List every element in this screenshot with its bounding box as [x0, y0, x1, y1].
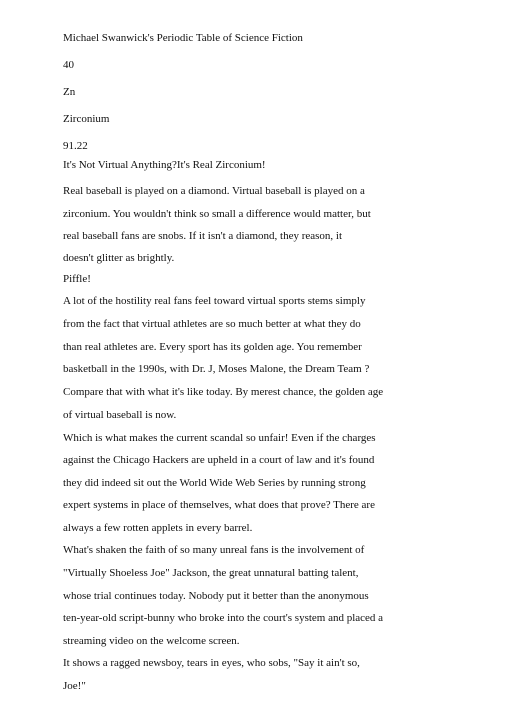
body-line: A lot of the hostility real fans feel toward virtual sports stems simply: [63, 295, 366, 307]
document-header: Michael Swanwick's Periodic Table of Science Fiction: [63, 32, 303, 44]
body-line: they did indeed sit out the World Wide Web Series by running strong: [63, 477, 366, 489]
body-line: Real baseball is played on a diamond. Virtual baseball is played on a: [63, 185, 365, 197]
atomic-number: 40: [63, 59, 74, 71]
story-title: It's Not Virtual Anything?It's Real Zirconium!: [63, 159, 266, 171]
body-line: basketball in the 1990s, with Dr. J, Moses Malone, the Dream Team ?: [63, 363, 370, 375]
body-line: of virtual baseball is now.: [63, 409, 177, 421]
body-line: "Virtually Shoeless Joe" Jackson, the great unnatural batting talent,: [63, 567, 359, 579]
body-line: from the fact that virtual athletes are so much better at what they do: [63, 318, 361, 330]
body-line: streaming video on the welcome screen.: [63, 635, 240, 647]
body-line: real baseball fans are snobs. If it isn't a diamond, they reason, it: [63, 230, 343, 242]
body-line: Joe!": [63, 680, 86, 692]
body-line: Piffle!: [63, 273, 91, 285]
body-line: What's shaken the faith of so many unreal fans is the involvement of: [63, 544, 365, 556]
body-line: expert systems in place of themselves, what does that prove? There are: [63, 499, 375, 511]
element-name: Zirconium: [63, 113, 110, 125]
body-line: ten-year-old script-bunny who broke into the court's system and placed a: [63, 612, 384, 624]
body-line: Which is what makes the current scandal so unfair! Even if the charges: [63, 432, 376, 444]
atomic-weight: 91.22: [63, 140, 88, 152]
body-line: doesn't glitter as brightly.: [63, 252, 175, 264]
body-line: It shows a ragged newsboy, tears in eyes, who sobs, "Say it ain't so,: [63, 657, 360, 669]
body-line: zirconium. You wouldn't think so small a difference would matter, but: [63, 208, 371, 220]
body-line: than real athletes are. Every sport has its golden age. You remember: [63, 341, 362, 353]
element-symbol: Zn: [63, 86, 76, 98]
body-line: always a few rotten applets in every barrel.: [63, 522, 253, 534]
body-line: Compare that with what it's like today. By merest chance, the golden age: [63, 386, 384, 398]
body-line: whose trial continues today. Nobody put it better than the anonymous: [63, 590, 369, 602]
body-line: against the Chicago Hackers are upheld in a court of law and it's found: [63, 454, 375, 466]
